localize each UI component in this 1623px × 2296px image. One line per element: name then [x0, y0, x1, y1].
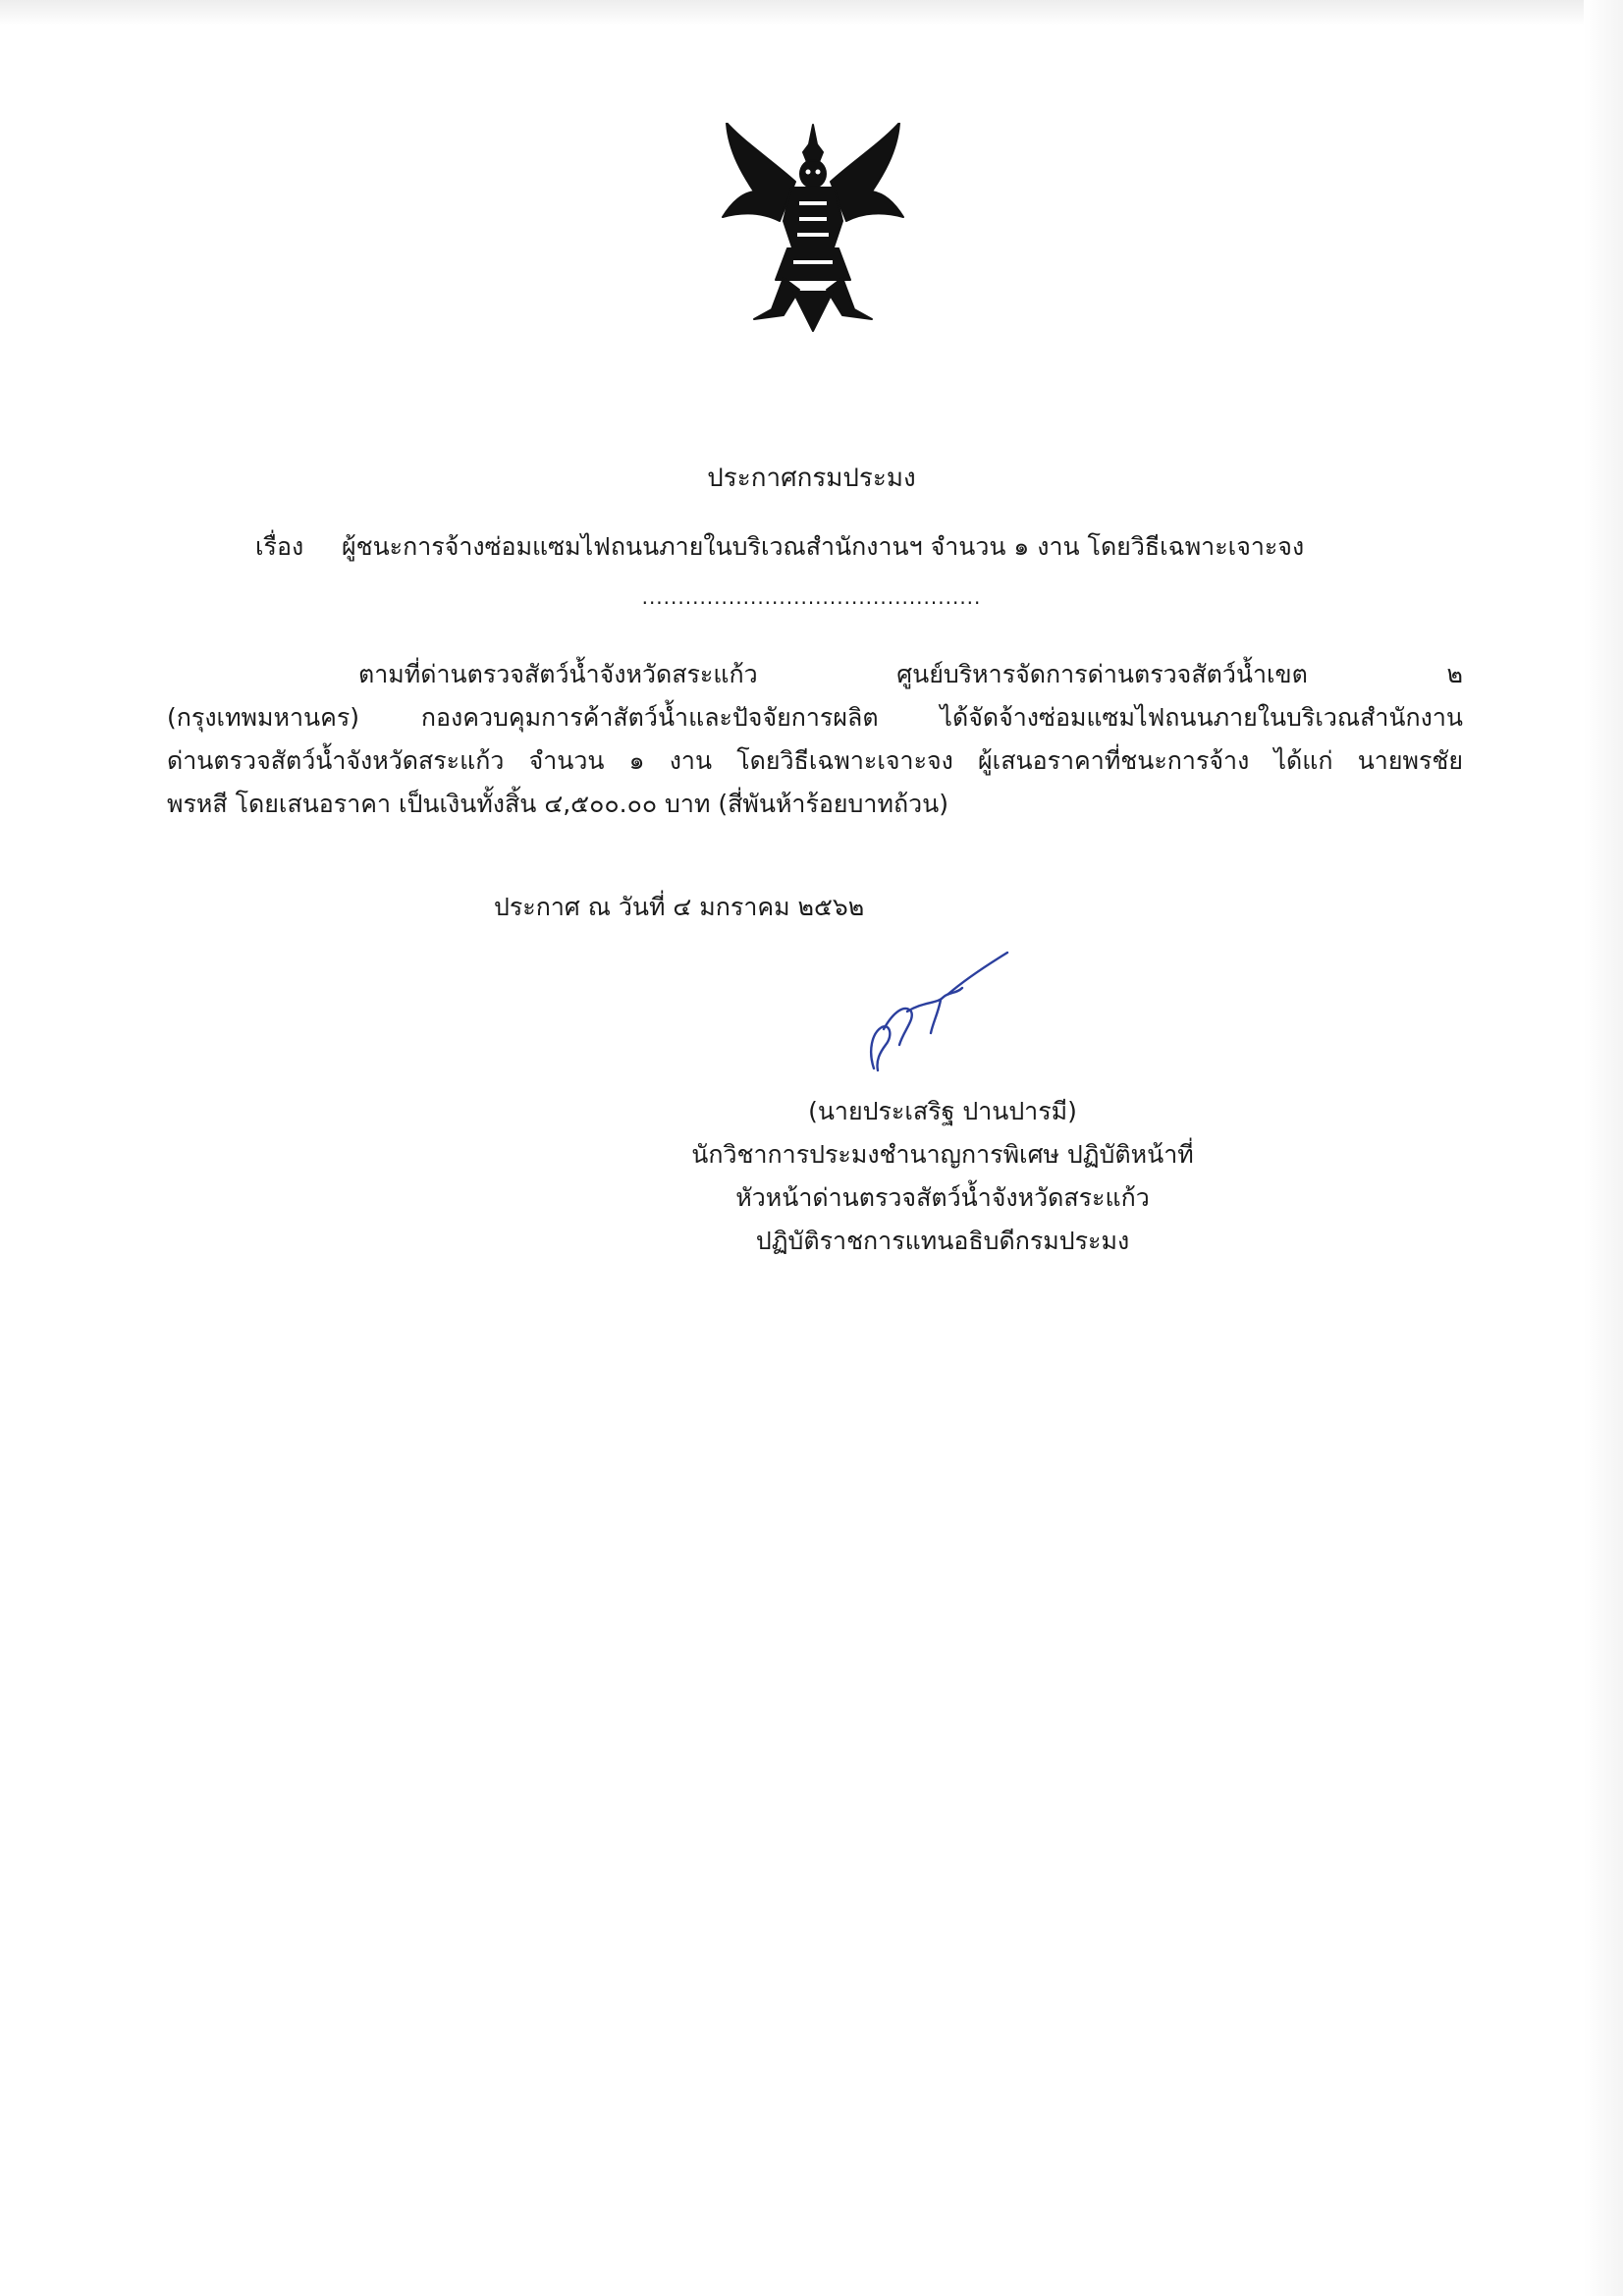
body-line: ด่านตรวจสัตว์น้ำจังหวัดสระแก้ว จำนวน ๑ งาน โดยวิธีเฉพาะเจาะจง ผู้เสนอราคาที่ชนะการจ้าง ได้แก่ นายพรชัย — [167, 746, 1463, 775]
signatory-name: (นายประเสริฐ ปานปารมี) — [808, 1097, 1077, 1125]
subject-text: ผู้ชนะการจ้างซ่อมแซมไฟถนนภายในบริเวณสำนักงานฯ จำนวน ๑ งาน โดยวิธีเฉพาะเจาะจง — [341, 532, 1305, 561]
handwritten-signature-icon — [854, 943, 1011, 1080]
garuda-emblem-icon — [715, 123, 911, 334]
body-line: (กรุงเทพมหานคร) กองควบคุมการค้าสัตว์น้ำและปัจจัยการผลิต ได้จัดจ้างซ่อมแซมไฟถนนภายในบริเวณสำนักงาน — [167, 703, 1463, 732]
signatory-block — [589, 1090, 1296, 1263]
signatory-position: นักวิชาการประมงชำนาญการพิเศษ ปฏิบัติหน้าที่ — [691, 1140, 1194, 1169]
signatory-position: หัวหน้าด่านตรวจสัตว์น้ำจังหวัดสระแก้ว — [735, 1183, 1150, 1212]
subject-line — [255, 530, 1434, 564]
body-line: ตามที่ด่านตรวจสัตว์น้ำจังหวัดสระแก้ว ศูนย์บริหารจัดการด่านตรวจสัตว์น้ำเขต ๒ — [358, 660, 1463, 688]
scan-edge-top — [0, 0, 1623, 26]
body-line: พรหสี โดยเสนอราคา เป็นเงินทั้งสิ้น ๔,๕๐๐.๐๐ บาท (สี่พันห้าร้อยบาทถ้วน) — [167, 790, 948, 818]
body-paragraph — [167, 653, 1463, 826]
scan-edge-right — [1584, 0, 1623, 2296]
dotted-separator: ............................................... — [641, 585, 982, 609]
announcement-date: ประกาศ ณ วันที่ ๔ มกราคม ๒๕๖๒ — [494, 893, 865, 921]
subject-label: เรื่อง — [255, 532, 304, 561]
document-title: ประกาศกรมประมง — [707, 464, 916, 493]
signatory-position: ปฏิบัติราชการแทนอธิบดีกรมประมง — [755, 1227, 1130, 1255]
